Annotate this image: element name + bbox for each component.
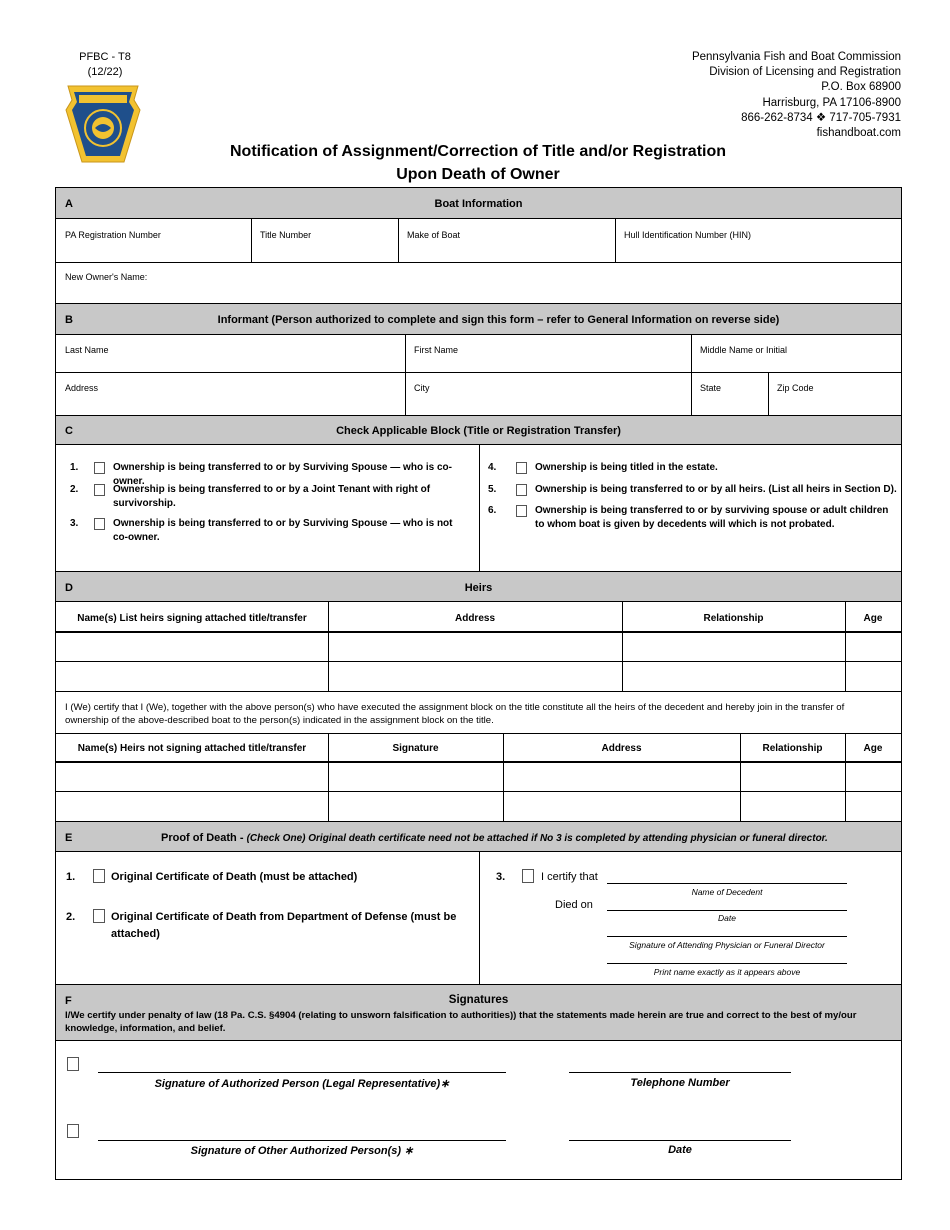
checkbox-e2[interactable]: [93, 909, 105, 923]
section-e-title: [161, 832, 901, 844]
state-field[interactable]: State: [700, 383, 722, 393]
section-f-header: [56, 984, 901, 1041]
last-name-field[interactable]: Last Name: [65, 345, 109, 355]
section-c-letter: C: [65, 425, 73, 437]
section-b-title: Informant (Person authorized to complete and sign this form – refer to General Information on reverse side): [217, 314, 780, 326]
form-code: [75, 50, 135, 80]
checkbox-c1[interactable]: [94, 462, 105, 474]
form-title: Notification of Assignment/Correction of Title and/or Registration: [229, 143, 727, 160]
agency-city: Harrisburg, PA 17106-8900: [762, 96, 901, 109]
section-e-letter: E: [65, 832, 73, 844]
telephone-caption: Telephone Number: [630, 1077, 730, 1089]
address-field[interactable]: Address: [65, 383, 99, 393]
date-line[interactable]: [569, 1140, 791, 1141]
other-signature-line[interactable]: [98, 1140, 506, 1141]
agency-phones: 866-262-8734 ❖ 717-705-7931: [741, 111, 901, 124]
checkbox-c5[interactable]: [516, 484, 527, 496]
heirs-signing-relationship-header: Relationship: [703, 613, 764, 624]
option-e2[interactable]: 2. Original Certificate of Death from Department of Defense (must be attached): [66, 911, 457, 940]
pa-registration-number-field[interactable]: PA Registration Number: [65, 230, 161, 240]
hin-field[interactable]: Hull Identification Number (HIN): [624, 230, 752, 240]
heirs-not-signing-relationship-header: Relationship: [762, 743, 823, 754]
option-e1[interactable]: 1. Original Certificate of Death (must be attached): [66, 871, 358, 883]
section-f-letter: F: [65, 995, 72, 1007]
section-f-statement: I/We certify under penalty of law (18 Pa. C.S. §4904 (relating to unsworn falsification to authorities)) that the statements made herein are true and correct to the best of my/our knowledge, information, and belief.: [65, 1010, 857, 1034]
make-of-boat-field[interactable]: Make of Boat: [407, 230, 461, 240]
section-e-title-text: Proof of Death -: [161, 832, 247, 844]
section-a-letter: A: [65, 198, 73, 210]
heirs-not-signing-row-2[interactable]: [56, 792, 901, 821]
heirs-not-signing-age-header: Age: [863, 743, 883, 754]
form-revision-date: (12/22): [87, 66, 123, 78]
section-a-header: [56, 188, 901, 219]
signature-1-checkbox[interactable]: [67, 1057, 79, 1071]
section-f-title: Signatures: [448, 994, 509, 1006]
heirs-not-signing-signature-header: Signature: [392, 743, 439, 754]
section-c-header: [56, 415, 901, 445]
new-owner-name-field[interactable]: New Owner's Name:: [65, 272, 148, 282]
checkbox-c4[interactable]: [516, 462, 527, 474]
section-d-letter: D: [65, 582, 73, 594]
decedent-name-line[interactable]: [607, 883, 847, 884]
form-number: PFBC - T8: [79, 51, 131, 63]
death-date-line[interactable]: [607, 910, 847, 911]
died-on-label: Died on: [555, 899, 593, 911]
agency-website[interactable]: fishandboat.com: [816, 127, 901, 140]
heirs-signing-age-header: Age: [863, 613, 883, 624]
physician-print-name-line[interactable]: [607, 963, 847, 964]
city-field[interactable]: City: [414, 383, 430, 393]
authorized-signature-line[interactable]: [98, 1072, 506, 1073]
section-a-title: Boat Information: [434, 198, 523, 210]
option-e3[interactable]: 3. I certify that: [496, 871, 598, 883]
heirs-signing-name-header: Name(s) List heirs signing attached title/transfer: [77, 613, 307, 624]
other-signature-caption: Signature of Other Authorized Person(s) ∗: [190, 1145, 414, 1157]
agency-division: Division of Licensing and Registration: [709, 66, 901, 79]
telephone-line[interactable]: [569, 1072, 791, 1073]
middle-name-field[interactable]: Middle Name or Initial: [700, 345, 788, 355]
checkbox-c3[interactable]: [94, 518, 105, 530]
title-number-field[interactable]: Title Number: [260, 230, 312, 240]
heirs-not-signing-row-1[interactable]: [56, 763, 901, 791]
authorized-signature-caption: Signature of Authorized Person (Legal Representative)∗: [154, 1078, 450, 1090]
section-d-title: Heirs: [464, 582, 493, 594]
heirs-signing-address-header: Address: [454, 613, 495, 624]
form-body: A Boat Information PA Registration Number Title Number Make of Boat Hull Identification Number (HIN) New Owner's Name: B Informant (Person authorized to complete and sign this form – refer to General Information on reverse side) Last Name First Name Middle Name or Initial Address City State Zip Code C Check Applicable Block (Title or Registration Transfer) 1. Ownership is being transferred to or by Surviving Spouse — who is co-owner. 2. Ownership is being transferred to or by a Joint Tenant with right of survivorship. 3. Ownership is being transferred to or by Surviving Spouse — who is not co-owner. 4. Ownership is being titled in the estate. 5. Ownership is being transferred to or by all heirs. (List all heirs in Section D). 6. Ownership is being transferred to or by surviving spouse or adult children to whom boat is given by decedents will which is not probated. D Heirs Name(s) List heirs signing attached title/transfer Address Relationship Age I (We) certify that I (We), together with the above person(s) who have executed the assignment block on the title constitute all the heirs of the decedent and hereby join in the transfer of ownership of the above-described boat to the person(s) indicated in the assignment block on the title. Name(s) Heirs not signing attached title/transfer Signature Address Relationship Age E Proof of Death - (Check One) Original death certificate need not be attached if No 3 is completed by attending physician or funeral director. 1. Original Certificate of Death (must be attached) 2. Original Certificate of Death from Department of Defense (must be attached) 3. I certify that Name of Decedent Died on Date Signature of Attending Physician or Funeral Director Print name exactly as it appears above F Signatures I/We certify under penalty of law (18 Pa. C.S. §4904 (relating to unsworn falsification to authorities)) that the statements made herein are true and correct to the best of my/our knowledge, information, and belief. Signature of Authorized Person (Legal Representative)∗ Telephone Number Signature of Other Authorized Person(s) ∗ Date: [55, 187, 902, 1180]
checkbox-e1[interactable]: [93, 869, 105, 883]
agency-name: Pennsylvania Fish and Boat Commission: [691, 51, 901, 63]
heirs-certification-text: I (We) certify that I (We), together with the above person(s) who have executed the assignment block on the title constitute all the heirs of the decedent and hereby join in the transfer of ownership of the above-described boat to the person(s) indicated in the assignment block on the title.: [65, 702, 845, 726]
heirs-not-signing-name-header: Name(s) Heirs not signing attached title/transfer: [77, 743, 307, 754]
physician-signature-caption: Signature of Attending Physician or Funeral Director: [629, 940, 825, 950]
heirs-not-signing-address-header: Address: [601, 743, 642, 754]
section-b-letter: B: [65, 314, 73, 326]
heirs-signing-row-2[interactable]: [56, 662, 901, 691]
form-subtitle: Upon Death of Owner: [396, 166, 560, 183]
section-e-subtitle: (Check One) Original death certificate need not be attached if No 3 is completed by attending physician or funeral director.: [246, 833, 828, 844]
section-b-header: [56, 303, 901, 335]
zip-code-field[interactable]: Zip Code: [777, 383, 814, 393]
signature-2-checkbox[interactable]: [67, 1124, 79, 1138]
heirs-signing-row-1[interactable]: [56, 633, 901, 661]
physician-print-name-caption: Print name exactly as it appears above: [653, 967, 801, 977]
death-date-caption: Date: [718, 913, 736, 923]
section-e-header: [56, 821, 901, 852]
checkbox-e3[interactable]: [522, 869, 534, 883]
agency-po-box: P.O. Box 68900: [821, 81, 901, 94]
first-name-field[interactable]: First Name: [414, 345, 459, 355]
section-d-header: [56, 571, 901, 602]
checkbox-c2[interactable]: [94, 484, 105, 496]
agency-address: [692, 50, 901, 141]
date-caption: Date: [668, 1144, 692, 1156]
checkbox-c6[interactable]: [516, 505, 527, 517]
physician-signature-line[interactable]: [607, 936, 847, 937]
section-c-title: Check Applicable Block (Title or Registration Transfer): [336, 425, 621, 437]
decedent-name-caption: Name of Decedent: [691, 887, 763, 897]
